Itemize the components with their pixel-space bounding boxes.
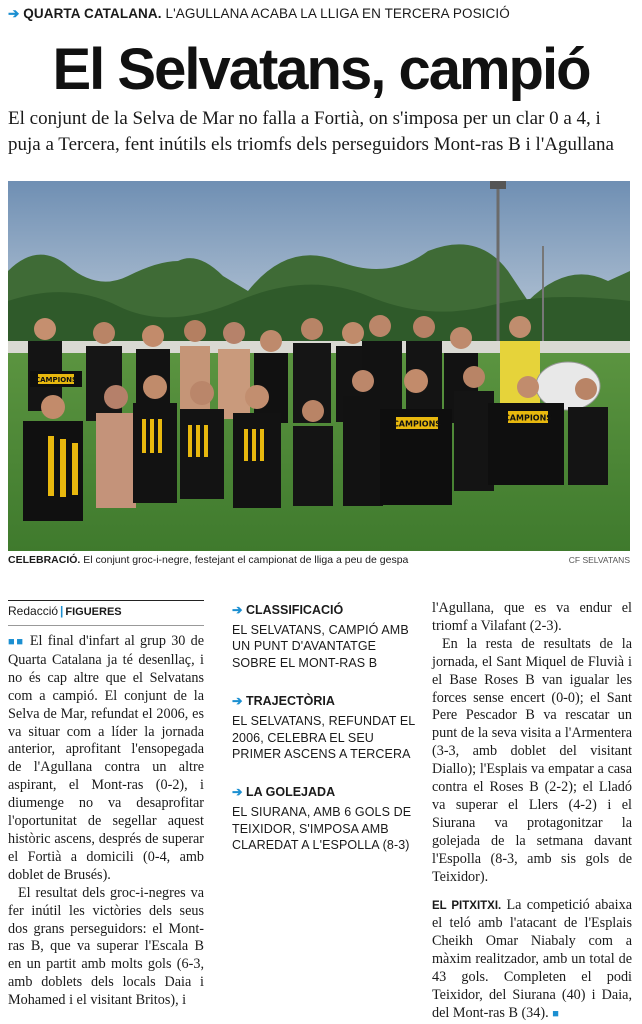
body-col1	[8, 633, 204, 1010]
paragraph-5	[432, 897, 632, 1024]
byline	[8, 600, 204, 626]
sidebar-title-text: LA GOLEJADA	[245, 785, 336, 800]
arrow-icon: ➔	[232, 603, 243, 617]
team-photo	[8, 181, 630, 551]
byline-place: FIGUERES	[65, 606, 122, 618]
deck: El conjunt de la Selva de Mar no falla a Fortià, on s'imposa per un clar 0 a 4, i puja a Tercera, fent inútils els triomfs dels perseguidors Mont-ras B i l'Agullana	[8, 108, 614, 155]
kicker-text: L'AGULLANA ACABA LA LLIGA EN TERCERA POSICIÓ	[161, 6, 510, 21]
sidebar-box-text: EL SELVATANS, CAMPIÓ AMB UN PUNT D'AVANTATGE SOBRE EL MONT-RAS B	[232, 623, 409, 670]
shirt-label-3: CAMPIONS	[34, 376, 78, 384]
paragraph-3: l'Agullana, que es va endur el triomf a Vilafant (2-3).	[432, 600, 632, 634]
headline: El Selvatans, campió	[52, 37, 590, 102]
sidebar-box-title	[232, 784, 418, 800]
photo-caption	[8, 553, 630, 567]
caption-label: CELEBRACIÓ.	[8, 554, 81, 566]
paragraph-square-icon: ■■	[8, 636, 25, 648]
sidebar-box-classificacio	[232, 602, 418, 671]
article-column-3	[432, 600, 632, 1024]
sidebar-column	[232, 602, 418, 876]
kicker-arrow-icon: ➔	[8, 6, 20, 21]
end-square-icon: ■	[552, 1007, 559, 1020]
kicker	[8, 6, 634, 22]
sidebar-box-text: EL SIURANA, AMB 6 GOLS DE TEIXIDOR, S'IMPOSA AMB CLAREDAT A L'ESPOLLA (8-3)	[232, 805, 412, 853]
sidebar-box-title	[232, 602, 418, 618]
sidebar-box-title	[232, 693, 418, 709]
shirt-label-2: CAMPIONS	[503, 413, 553, 423]
sidebar-title-text: CLASSIFICACIÓ	[245, 603, 344, 617]
sidebar-box-trajectoria	[232, 693, 418, 762]
arrow-icon: ➔	[232, 694, 243, 709]
article-column-1	[8, 600, 204, 1010]
body-col3	[432, 600, 632, 1024]
arrow-icon: ➔	[232, 785, 243, 800]
caption-text: El conjunt groc-i-negre, festejant el campionat de lliga a peu de gespa	[80, 554, 409, 566]
paragraph-5-text: La competició abaixa el teló amb l'atacant de l'Esplais Cheikh Omar Niabaly com a màxim realitzador, amb un total de 43 gols. Completen el podi Teixidor, del Siurana (40) i Daia, del Mont-ras B (34).	[432, 896, 632, 1021]
paragraph-1	[8, 633, 204, 885]
paragraph-2: El resultat dels groc-i-negres va fer inútil les victòries dels seus dos grans perseguidors: el Mont-ras B, que va superar l'Escala B en un partit amb molts gols (6-3, amb doblets dels locals Daia i Mohamed i el visitant Britos), i	[8, 884, 204, 1009]
shirt-label-1: CAMPIONS	[392, 419, 442, 429]
paragraph-1-text: El final d'infart al grup 30 de Quarta Catalana ja té desenllaç, i no és cap altre que el Selvatans com a campió. El conjunt de la Selva de Mar, refundat el 2006, es va situar com a líder la jornada anterior, aprofitant l'ensopegada de l'Agullana contra un altre aspirant, el Mont-ras (0-2), i diumenge no va desaprofitar l'oportunitat de segellar aquest històric ascens, després de superar el Fortià a domicili (0-4, amb doblet de Brusés).	[8, 633, 205, 883]
sidebar-box-text: EL SELVATANS, REFUNDAT EL 2006, CELEBRA EL SEU PRIMER ASCENS A TERCERA	[232, 714, 415, 762]
kicker-section: QUARTA CATALANA.	[23, 6, 162, 21]
paragraph-5-lead: EL PITXITXI.	[432, 899, 502, 912]
paragraph-4: En la resta de resultats de la jornada, el Sant Miquel de Fluvià i el Base Roses B van igualar les forces sense encert (0-0); el Sant Pere Pescador B va rescatar un punt de la seva visita a l'Armentera (3-3, amb doblet del visitant Diallo); l'Esplais va empatar a casa contra el Roses B (2-2); el Lladó va superar el Llers (4-2) i el Siurana va protagonitzar la golejada de la setmana davant l'Espolla (8-3, amb sis gols de Teixidor).	[432, 635, 632, 885]
sidebar-title-text: TRAJECTÒRIA	[245, 694, 335, 709]
byline-author: Redacció	[8, 604, 59, 618]
sidebar-box-golejada	[232, 784, 418, 853]
team-photo-image	[8, 181, 630, 551]
byline-separator: |	[60, 604, 64, 618]
photo-credit: CF SELVATANS	[568, 555, 630, 565]
